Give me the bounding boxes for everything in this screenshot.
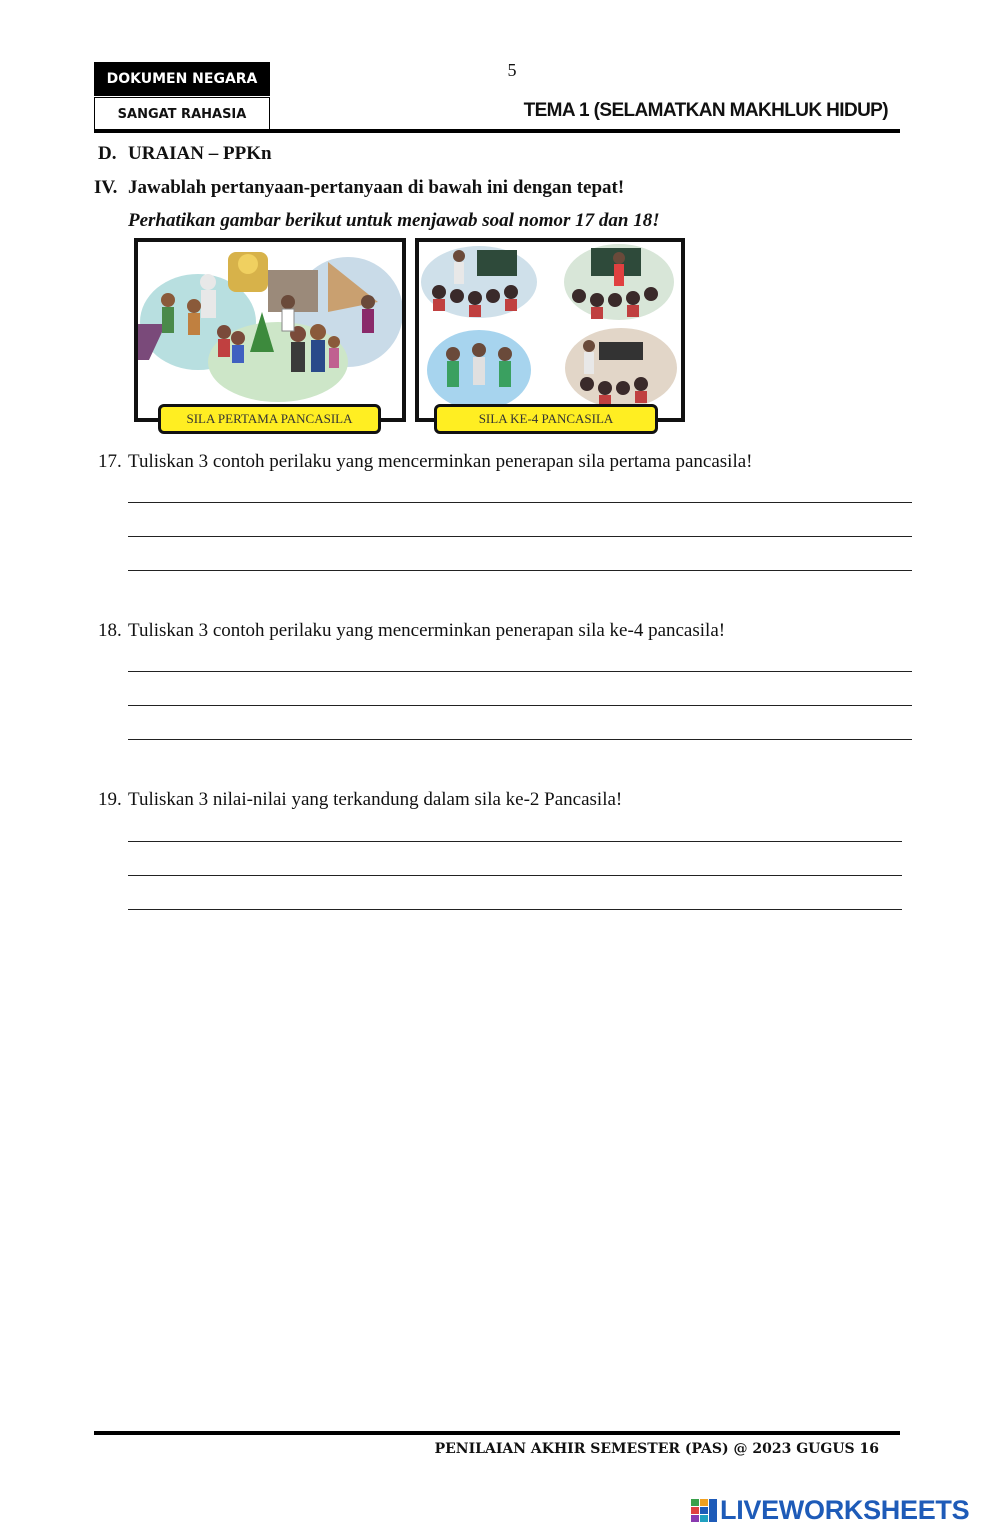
picture-note: Perhatikan gambar berikut untuk menjawab soal nomor 17 dan 18!: [128, 210, 660, 231]
answer-line[interactable]: [128, 536, 912, 537]
header-divider: [94, 129, 900, 133]
answer-line[interactable]: [128, 841, 902, 842]
document-classification-badge: DOKUMEN NEGARA: [94, 62, 270, 96]
part-number: IV.: [94, 177, 118, 198]
question-text: Tuliskan 3 nilai-nilai yang terkandung dalam sila ke-2 Pancasila!: [128, 789, 623, 810]
footer-divider: [94, 1431, 900, 1435]
question-number: 18.: [98, 620, 122, 641]
footer-text: PENILAIAN AKHIR SEMESTER (PAS) @ 2023 GUGUS 16: [434, 1441, 879, 1457]
answer-line[interactable]: [128, 705, 912, 706]
answer-line[interactable]: [128, 739, 912, 740]
instruction-text: Jawablah pertanyaan-pertanyaan di bawah ini dengan tepat!: [128, 177, 625, 198]
answer-line[interactable]: [128, 875, 902, 876]
liveworksheets-wordmark: LIVEWORKSHEETS: [720, 1495, 970, 1525]
religious-harmony-illustration: [134, 238, 406, 422]
page-number: 5: [507, 60, 517, 80]
question-text: Tuliskan 3 contoh perilaku yang mencerminkan penerapan sila ke-4 pancasila!: [128, 620, 726, 641]
theme-title: TEMA 1 (SELAMATKAN MAKHLUK HIDUP): [523, 100, 888, 121]
question-text: Tuliskan 3 contoh perilaku yang mencerminkan penerapan sila pertama pancasila!: [128, 451, 753, 472]
question-number: 19.: [98, 789, 122, 810]
secrecy-badge: SANGAT RAHASIA: [94, 97, 270, 132]
deliberation-illustration: [415, 238, 685, 422]
answer-line[interactable]: [128, 570, 912, 571]
answer-line[interactable]: [128, 909, 902, 910]
section-title: URAIAN – PPKn: [128, 143, 272, 164]
answer-line[interactable]: [128, 671, 912, 672]
picture-label-fourth-principle: SILA KE-4 PANCASILA: [434, 404, 658, 434]
liveworksheets-brand: [691, 1495, 969, 1526]
liveworksheets-logo-icon: [691, 1499, 717, 1523]
question-number: 17.: [98, 451, 122, 472]
section-letter: D.: [98, 143, 117, 164]
answer-line[interactable]: [128, 502, 912, 503]
picture-label-first-principle: SILA PERTAMA PANCASILA: [158, 404, 381, 434]
